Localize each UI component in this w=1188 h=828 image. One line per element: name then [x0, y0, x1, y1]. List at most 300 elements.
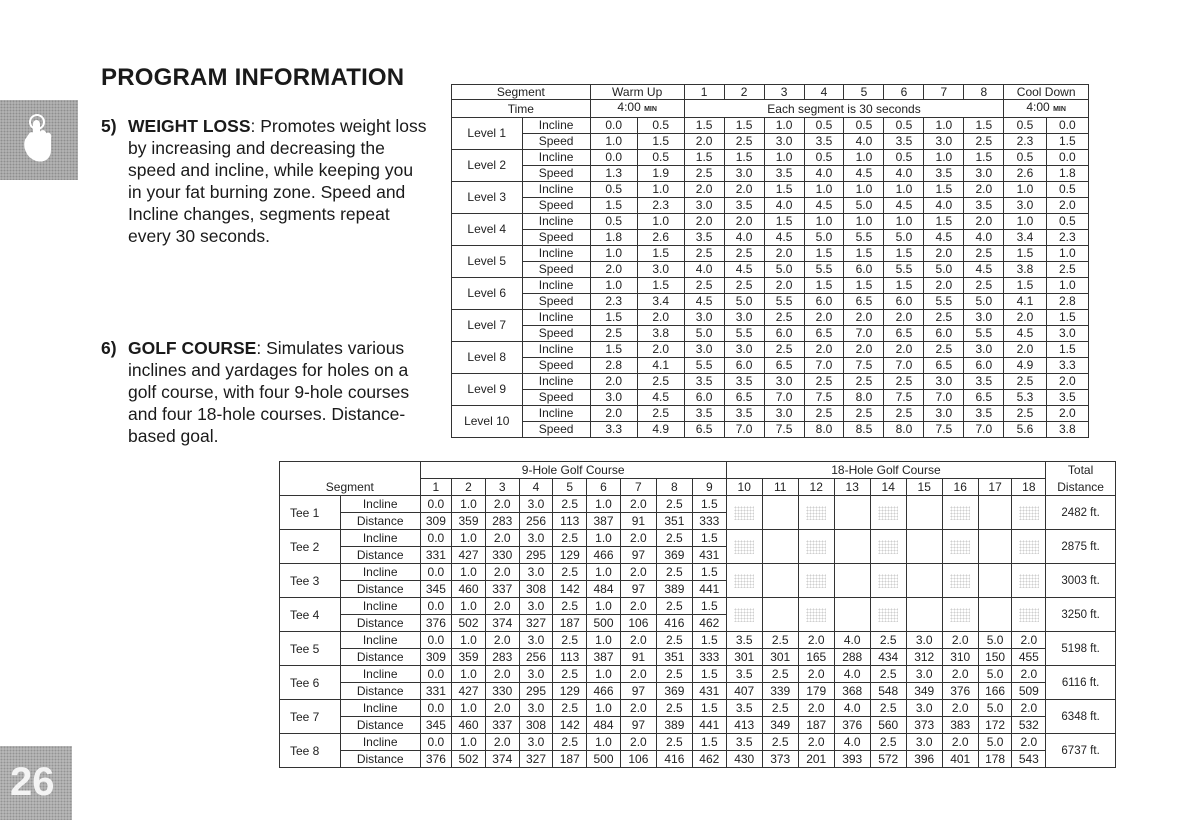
level-label: Level 2	[452, 150, 523, 182]
value-cell: 2.5	[553, 734, 587, 751]
value-cell: 5.0	[978, 666, 1012, 683]
nine-hole-header: 9-Hole Golf Course	[420, 462, 726, 479]
value-cell: 7.0	[844, 326, 884, 342]
value-cell: 2.0	[485, 734, 519, 751]
metric-label: Incline	[522, 182, 590, 198]
level-label: Level 3	[452, 182, 523, 214]
value-cell: 3.0	[519, 734, 553, 751]
value-cell: 6.5	[964, 390, 1004, 406]
value-cell: 295	[519, 683, 553, 700]
value-cell: 1.5	[964, 150, 1004, 166]
value-cell: 1.5	[1046, 310, 1088, 326]
value-cell: 2.0	[942, 734, 978, 751]
value-cell: 4.5	[924, 230, 964, 246]
empty-hole-cell	[726, 598, 762, 632]
empty-hole-cell	[834, 598, 870, 632]
hole-header: 14	[870, 479, 906, 496]
tee-row	[280, 666, 1116, 683]
value-cell: 1.3	[590, 166, 637, 182]
value-cell: 2.0	[485, 530, 519, 547]
value-cell: 1.0	[587, 496, 621, 513]
value-cell: 1.0	[924, 118, 964, 134]
value-cell: 3.5	[726, 666, 762, 683]
value-cell: 0.5	[844, 118, 884, 134]
value-cell: 2.0	[485, 632, 519, 649]
value-cell: 4.5	[1004, 326, 1046, 342]
program-name: GOLF COURSE	[128, 338, 257, 358]
value-cell: 1.0	[587, 564, 621, 581]
hole-header: 10	[726, 479, 762, 496]
total-distance: 6737 ft.	[1046, 734, 1116, 768]
value-cell: 3.0	[906, 700, 942, 717]
value-cell: 2.0	[1046, 374, 1088, 390]
value-cell: 2.0	[620, 598, 656, 615]
empty-hole-cell	[978, 496, 1012, 530]
value-cell: 2.5	[762, 632, 798, 649]
value-cell: 1.5	[590, 310, 637, 326]
metric-label: Incline	[522, 342, 590, 358]
value-cell: 2.0	[798, 666, 834, 683]
value-cell: 0.5	[1004, 150, 1046, 166]
value-cell: 97	[620, 581, 656, 598]
value-cell: 2.6	[637, 230, 684, 246]
value-cell: 5.5	[764, 294, 804, 310]
empty-hole-cell	[942, 598, 978, 632]
value-cell: 187	[553, 615, 587, 632]
value-cell: 413	[726, 717, 762, 734]
page-title: PROGRAM INFORMATION	[101, 64, 405, 91]
segment-header: Segment	[452, 85, 591, 100]
value-cell: 548	[870, 683, 906, 700]
value-cell: 6.5	[924, 358, 964, 374]
value-cell: 2.0	[485, 496, 519, 513]
distance-header: Distance	[1046, 479, 1116, 496]
metric-label: Incline	[340, 632, 420, 649]
metric-label: Incline	[522, 150, 590, 166]
value-cell: 6.5	[724, 390, 764, 406]
value-cell: 2.5	[656, 598, 692, 615]
value-cell: 3.0	[964, 310, 1004, 326]
empty-hole-cell	[834, 564, 870, 598]
value-cell: 3.5	[726, 734, 762, 751]
value-cell: 2.0	[620, 564, 656, 581]
value-cell: 3.0	[724, 310, 764, 326]
value-cell: 1.0	[587, 530, 621, 547]
value-cell: 2.5	[637, 374, 684, 390]
value-cell: 256	[519, 649, 553, 666]
value-cell: 1.0	[452, 700, 486, 717]
golf-segment-header: Segment	[280, 479, 421, 496]
value-cell: 2.0	[942, 700, 978, 717]
level-row	[452, 198, 1089, 214]
value-cell: 3.0	[519, 496, 553, 513]
value-cell: 1.5	[1046, 134, 1088, 150]
value-cell: 3.0	[1046, 326, 1088, 342]
value-cell: 369	[656, 683, 692, 700]
metric-label: Speed	[522, 134, 590, 150]
value-cell: 1.5	[884, 246, 924, 262]
value-cell: 283	[485, 513, 519, 530]
level-label: Level 5	[452, 246, 523, 278]
hole-header: 17	[978, 479, 1012, 496]
value-cell: 1.5	[724, 150, 764, 166]
value-cell: 1.0	[844, 182, 884, 198]
metric-label: Incline	[340, 564, 420, 581]
value-cell: 376	[420, 751, 452, 768]
value-cell: 2.5	[656, 564, 692, 581]
value-cell: 0.0	[420, 666, 452, 683]
empty-hole-cell	[1012, 598, 1046, 632]
value-cell: 5.0	[844, 198, 884, 214]
program-text: : Simulates various inclines and yardages for holes on a golf course, with four 9-hole courses and four 18-hole courses. Distance-based goal.	[128, 338, 410, 446]
empty-hole-cell	[978, 564, 1012, 598]
hole-header: 8	[656, 479, 692, 496]
level-row	[452, 246, 1089, 262]
value-cell: 349	[762, 717, 798, 734]
value-cell: 0.5	[590, 214, 637, 230]
value-cell: 1.0	[764, 118, 804, 134]
empty-hole-cell	[726, 530, 762, 564]
level-label: Level 4	[452, 214, 523, 246]
value-cell: 327	[519, 615, 553, 632]
value-cell: 2.0	[684, 214, 724, 230]
value-cell: 2.0	[1046, 406, 1088, 422]
metric-label: Incline	[522, 214, 590, 230]
value-cell: 1.5	[692, 734, 726, 751]
segment-header-4: 4	[804, 85, 844, 100]
level-row	[452, 182, 1089, 198]
metric-label: Distance	[340, 581, 420, 598]
value-cell: 5.5	[804, 262, 844, 278]
hole-header: 18	[1012, 479, 1046, 496]
warmup-time	[590, 100, 684, 118]
value-cell: 4.1	[637, 358, 684, 374]
value-cell: 330	[485, 683, 519, 700]
value-cell: 3.0	[590, 390, 637, 406]
value-cell: 4.5	[764, 230, 804, 246]
value-cell: 3.0	[764, 406, 804, 422]
metric-label: Distance	[340, 615, 420, 632]
value-cell: 5.0	[884, 230, 924, 246]
value-cell: 8.0	[844, 390, 884, 406]
total-distance: 5198 ft.	[1046, 632, 1116, 666]
tee-label: Tee 8	[280, 734, 341, 768]
value-cell: 2.0	[485, 700, 519, 717]
value-cell: 1.5	[692, 598, 726, 615]
value-cell: 416	[656, 615, 692, 632]
tee-row	[280, 564, 1116, 581]
value-cell: 4.5	[964, 262, 1004, 278]
value-cell: 351	[656, 649, 692, 666]
value-cell: 5.5	[724, 326, 764, 342]
empty-hole-cell	[870, 598, 906, 632]
empty-hole-cell	[762, 564, 798, 598]
empty-hole-cell	[762, 598, 798, 632]
value-cell: 2.0	[620, 496, 656, 513]
tee-row	[280, 632, 1116, 649]
value-cell: 97	[620, 683, 656, 700]
value-cell: 1.0	[844, 214, 884, 230]
value-cell: 2.5	[656, 530, 692, 547]
cooldown-header: Cool Down	[1004, 85, 1089, 100]
level-row	[452, 406, 1089, 422]
value-cell: 2.5	[637, 406, 684, 422]
empty-hole-cell	[762, 530, 798, 564]
value-cell: 0.0	[590, 118, 637, 134]
metric-label: Distance	[340, 547, 420, 564]
value-cell: 460	[452, 717, 486, 734]
faint-placeholder-mark	[950, 608, 970, 622]
value-cell: 6.5	[804, 326, 844, 342]
segment-time: Each segment is 30 seconds	[684, 100, 1004, 118]
faint-placeholder-mark	[734, 506, 754, 520]
value-cell: 5.5	[844, 230, 884, 246]
hole-header: 3	[485, 479, 519, 496]
hole-header: 4	[519, 479, 553, 496]
empty-hole-cell	[942, 530, 978, 564]
value-cell: 5.0	[804, 230, 844, 246]
value-cell: 1.0	[587, 632, 621, 649]
level-label: Level 9	[452, 374, 523, 406]
value-cell: 376	[834, 717, 870, 734]
value-cell: 4.0	[834, 734, 870, 751]
value-cell: 4.0	[834, 632, 870, 649]
value-cell: 502	[452, 615, 486, 632]
empty-hole-cell	[834, 496, 870, 530]
value-cell: 7.5	[844, 358, 884, 374]
golf-segment-header-top	[280, 462, 421, 479]
min-unit: MIN	[1053, 106, 1066, 113]
value-cell: 256	[519, 513, 553, 530]
level-row	[452, 214, 1089, 230]
value-cell: 0.0	[420, 530, 452, 547]
value-cell: 7.0	[724, 422, 764, 438]
value-cell: 3.0	[764, 374, 804, 390]
value-cell: 1.0	[587, 666, 621, 683]
value-cell: 2.0	[620, 666, 656, 683]
value-cell: 333	[692, 513, 726, 530]
hole-header: 11	[762, 479, 798, 496]
program-number: 5)	[101, 116, 117, 136]
tee-row	[280, 700, 1116, 717]
level-row	[452, 374, 1089, 390]
value-cell: 150	[978, 649, 1012, 666]
empty-hole-cell	[870, 496, 906, 530]
tee-label: Tee 6	[280, 666, 341, 700]
faint-placeholder-mark	[734, 540, 754, 554]
value-cell: 1.5	[637, 246, 684, 262]
value-cell: 560	[870, 717, 906, 734]
value-cell: 462	[692, 615, 726, 632]
weight-loss-table	[451, 84, 1089, 438]
value-cell: 484	[587, 717, 621, 734]
value-cell: 3.0	[964, 342, 1004, 358]
value-cell: 2.5	[724, 134, 764, 150]
value-cell: 2.0	[798, 734, 834, 751]
value-cell: 345	[420, 717, 452, 734]
value-cell: 427	[452, 547, 486, 564]
level-label: Level 6	[452, 278, 523, 310]
value-cell: 431	[692, 683, 726, 700]
level-row	[452, 150, 1089, 166]
cooldown-time	[1004, 100, 1089, 118]
hole-header: 1	[420, 479, 452, 496]
value-cell: 1.5	[1004, 278, 1046, 294]
value-cell: 502	[452, 751, 486, 768]
value-cell: 2.5	[553, 530, 587, 547]
value-cell: 2.0	[485, 666, 519, 683]
hole-header: 5	[553, 479, 587, 496]
faint-placeholder-mark	[734, 574, 754, 588]
value-cell: 2.5	[762, 734, 798, 751]
value-cell: 396	[906, 751, 942, 768]
value-cell: 1.5	[692, 700, 726, 717]
metric-label: Incline	[522, 278, 590, 294]
hand-touch-tab-icon	[0, 100, 78, 180]
value-cell: 309	[420, 513, 452, 530]
faint-placeholder-mark	[878, 608, 898, 622]
value-cell: 0.0	[420, 632, 452, 649]
value-cell: 1.0	[452, 530, 486, 547]
value-cell: 337	[485, 581, 519, 598]
value-cell: 2.5	[656, 734, 692, 751]
value-cell: 2.5	[964, 278, 1004, 294]
empty-hole-cell	[906, 530, 942, 564]
value-cell: 2.0	[764, 278, 804, 294]
value-cell: 1.0	[1046, 246, 1088, 262]
value-cell: 4.1	[1004, 294, 1046, 310]
value-cell: 5.0	[684, 326, 724, 342]
value-cell: 0.0	[1046, 150, 1088, 166]
value-cell: 3.0	[924, 406, 964, 422]
value-cell: 4.5	[844, 166, 884, 182]
level-row	[452, 310, 1089, 326]
value-cell: 1.9	[637, 166, 684, 182]
value-cell: 543	[1012, 751, 1046, 768]
tee-row	[280, 751, 1116, 768]
level-row	[452, 262, 1089, 278]
value-cell: 7.0	[804, 358, 844, 374]
value-cell: 0.5	[884, 118, 924, 134]
value-cell: 1.0	[590, 278, 637, 294]
level-row	[452, 422, 1089, 438]
value-cell: 6.5	[884, 326, 924, 342]
value-cell: 441	[692, 581, 726, 598]
value-cell: 2.5	[804, 374, 844, 390]
metric-label: Speed	[522, 358, 590, 374]
value-cell: 2.0	[764, 246, 804, 262]
tee-row	[280, 598, 1116, 615]
golf-course-table-body	[280, 496, 1116, 768]
tee-row	[280, 734, 1116, 751]
value-cell: 3.5	[724, 406, 764, 422]
value-cell: 113	[553, 513, 587, 530]
value-cell: 2.0	[620, 530, 656, 547]
value-cell: 2.0	[844, 342, 884, 358]
metric-label: Incline	[340, 496, 420, 513]
value-cell: 1.0	[590, 246, 637, 262]
value-cell: 6.0	[844, 262, 884, 278]
value-cell: 3.0	[637, 262, 684, 278]
value-cell: 166	[978, 683, 1012, 700]
golf-course-table	[279, 461, 1116, 768]
value-cell: 416	[656, 751, 692, 768]
faint-placeholder-mark	[806, 608, 826, 622]
faint-placeholder-mark	[806, 540, 826, 554]
value-cell: 201	[798, 751, 834, 768]
value-cell: 2.0	[620, 734, 656, 751]
value-cell: 308	[519, 717, 553, 734]
value-cell: 2.0	[485, 598, 519, 615]
value-cell: 1.5	[684, 118, 724, 134]
value-cell: 295	[519, 547, 553, 564]
value-cell: 6.0	[924, 326, 964, 342]
value-cell: 2.0	[637, 310, 684, 326]
value-cell: 4.0	[924, 198, 964, 214]
level-row	[452, 118, 1089, 134]
value-cell: 2.5	[553, 666, 587, 683]
metric-label: Incline	[340, 700, 420, 717]
value-cell: 2.5	[1004, 374, 1046, 390]
value-cell: 2.0	[485, 564, 519, 581]
metric-label: Incline	[522, 310, 590, 326]
empty-hole-cell	[942, 496, 978, 530]
value-cell: 2.5	[1004, 406, 1046, 422]
value-cell: 1.8	[590, 230, 637, 246]
value-cell: 2.5	[764, 310, 804, 326]
value-cell: 3.5	[684, 374, 724, 390]
value-cell: 142	[553, 717, 587, 734]
value-cell: 2.5	[656, 496, 692, 513]
value-cell: 5.0	[724, 294, 764, 310]
value-cell: 2.5	[964, 134, 1004, 150]
level-label: Level 10	[452, 406, 523, 438]
value-cell: 2.0	[724, 182, 764, 198]
value-cell: 4.5	[684, 294, 724, 310]
value-cell: 5.0	[978, 700, 1012, 717]
value-cell: 393	[834, 751, 870, 768]
value-cell: 1.8	[1046, 166, 1088, 182]
value-cell: 331	[420, 683, 452, 700]
warmup-time-value: 4:00	[617, 100, 641, 114]
value-cell: 3.0	[764, 134, 804, 150]
value-cell: 327	[519, 751, 553, 768]
metric-label: Incline	[522, 246, 590, 262]
value-cell: 1.0	[452, 734, 486, 751]
value-cell: 1.5	[692, 496, 726, 513]
metric-label: Incline	[340, 666, 420, 683]
value-cell: 2.0	[637, 342, 684, 358]
value-cell: 4.0	[684, 262, 724, 278]
empty-hole-cell	[762, 496, 798, 530]
metric-label: Incline	[522, 406, 590, 422]
value-cell: 387	[587, 649, 621, 666]
empty-hole-cell	[978, 598, 1012, 632]
value-cell: 3.0	[906, 666, 942, 683]
value-cell: 2.0	[964, 214, 1004, 230]
value-cell: 1.5	[684, 150, 724, 166]
segment-header-3: 3	[764, 85, 804, 100]
value-cell: 3.0	[684, 310, 724, 326]
value-cell: 2.8	[590, 358, 637, 374]
value-cell: 1.0	[1004, 214, 1046, 230]
hole-header: 2	[452, 479, 486, 496]
value-cell: 3.0	[519, 700, 553, 717]
metric-label: Distance	[340, 649, 420, 666]
value-cell: 113	[553, 649, 587, 666]
faint-placeholder-mark	[806, 574, 826, 588]
value-cell: 2.0	[884, 310, 924, 326]
